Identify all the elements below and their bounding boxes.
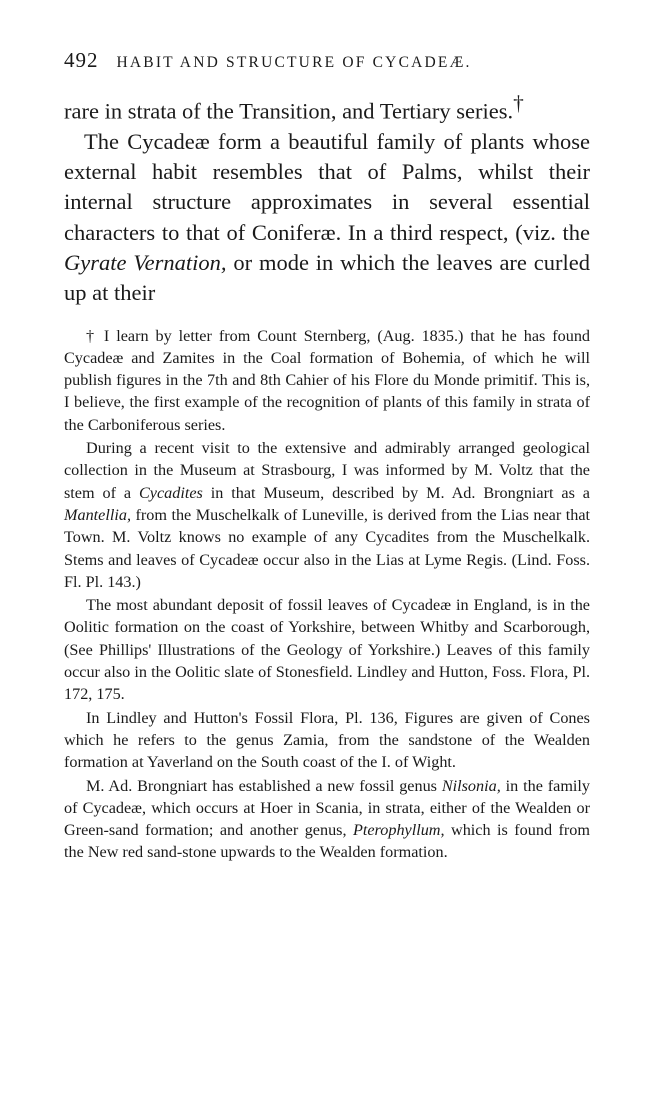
running-title: HABIT AND STRUCTURE OF CYCADEÆ.	[116, 54, 472, 71]
footnote-text: which is found from the New red sand-stone upwards to the Wealden formation.	[64, 821, 590, 862]
footnote-text: I learn by letter from Count Sternberg, (Aug. 1835.) that he has found Cycadeæ and Zamites in the Coal formation of Bohemia, of which he will publish figures in the 7th and 8th Cahier of his Flore du Monde primitif. This is, I believe, the first example of the recognition of plants of this family in strata of the Carboniferous series.	[64, 326, 591, 434]
book-page	[64, 48, 590, 864]
footnote-text: During a recent visit to the extensive and admirably arranged geological collection in the Museum at Strasbourg, I was informed by M. Voltz that the stem of a	[64, 439, 590, 502]
footnote-reference: †	[513, 91, 524, 115]
page-number: 492	[64, 48, 99, 72]
continuation-paragraph	[64, 88, 590, 127]
footnote-paragraph	[64, 325, 590, 436]
footnote-text: in that Museum, described by M. Ad. Brongniart as a	[202, 483, 590, 502]
footnote-paragraph: The most abundant deposit of fossil leaves of Cycadeæ in England, is in the Oolitic formation on the coast of Yorkshire, between Whitby and Scarborough, (See Phillips' Illustrations of the Geology of Yorkshire.) Leaves of this family occur also in the Oolitic slate of Stonesfield. Lindley and Hutton, Foss. Flora, Pl. 172, 175.	[64, 596, 590, 704]
footnote-text: M. Ad. Brongniart has established a new fossil genus	[86, 776, 442, 795]
paragraph-text-end: or mode in which the leaves are curled up at their	[64, 249, 590, 306]
main-text	[64, 88, 590, 309]
cycadeae-paragraph	[64, 127, 590, 309]
footnote-mark: †	[86, 326, 97, 345]
italic-genus: Nilsonia,	[441, 776, 501, 795]
continuation-text: rare in strata of the Transition, and Tertiary series.	[64, 98, 514, 124]
footnote-text: in the family of Cycadeæ, which occurs at Hoer in Scania, in strata, either of the Wealden or Green-sand formation; and another genus,	[64, 776, 590, 840]
footnote-paragraph: In Lindley and Hutton's Fossil Flora, Pl. 136, Figures are given of Cones which he refers to the genus Zamia, from the sandstone of the Wealden formation at Yaverland on the South coast of the I. of Wight.	[64, 708, 590, 772]
italic-genus: Pterophyllum,	[352, 821, 445, 840]
italic-term: Gyrate Vernation,	[64, 249, 227, 275]
footnote-text: from the Muschelkalk of Luneville, is derived from the Lias near that Town. M. Voltz knows no example of any Cycadites from the Muschelkalk. Stems and leaves of Cycadeæ occur also in the Lias at Lyme Regis. (Lind. Foss. Fl. Pl. 143.)	[64, 505, 590, 591]
italic-genus: Mantellia,	[64, 505, 131, 524]
footnote-paragraph	[64, 437, 590, 593]
footnote-block	[64, 325, 590, 864]
italic-genus: Cycadites	[139, 483, 203, 502]
running-head	[64, 48, 590, 88]
footnote-paragraph	[64, 775, 590, 864]
paragraph-text-start: The Cycadeæ form a beautiful family of plants whose external habit resembles that of Palms, whilst their internal structure approximates in several essential characters to that of Coniferæ. In a third respect, (viz. the	[64, 128, 590, 245]
